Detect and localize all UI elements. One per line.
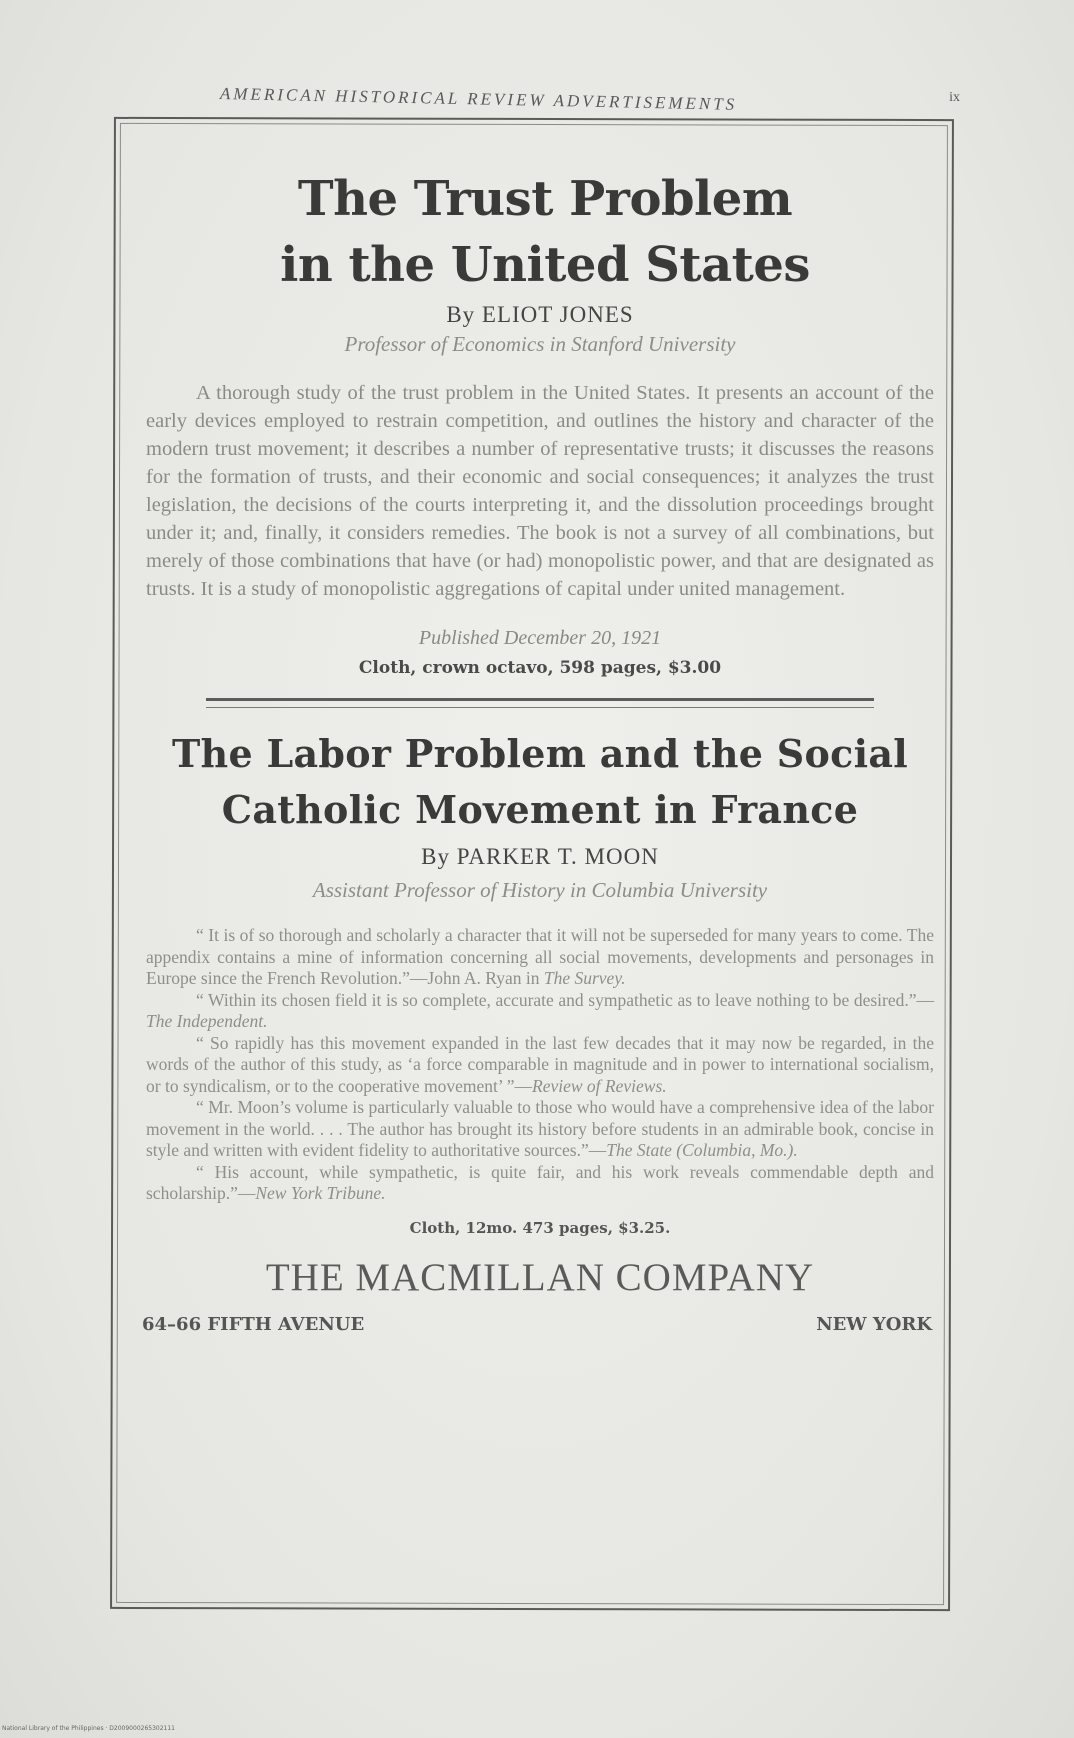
book-title [150,166,940,298]
publisher-city: NEW YORK [816,1313,932,1335]
review-source: The Independent. [146,1011,268,1031]
review-quote: “ Within its chosen field it is so complete, accurate and sympathetic as to leave nothing to be desired.”—The Independent. [146,989,934,1031]
book-title [140,726,940,838]
author-affiliation: Professor of Economics in Stanford University [344,332,736,356]
book-title-line-1: The Trust Problem [297,171,793,227]
running-head-title: AMERICAN HISTORICAL REVIEW ADVERTISEMENTS [219,84,738,114]
book-labor-problem [140,726,940,1237]
review-quote: “ It is of so thorough and scholarly a character that it will not be superseded for many years to come. The appendix contains a mine of information concerning all social movements, developments and personages in Europe since the French Revolution.”—John A. Ryan in The Survey. [146,925,934,988]
review-quote: “ His account, while sympathetic, is quite fair, and his work reveals commendable depth and scholarship.”—New York Tribune. [146,1161,934,1203]
book-trust-problem [140,166,940,678]
book-price: Cloth, crown octavo, 598 pages, $3.00 [358,658,722,678]
page-number: ix [949,90,960,105]
publisher-address: 64–66 FIFTH AVENUE [142,1313,365,1335]
running-head [120,82,960,112]
author-affiliation: Assistant Professor of History in Columbia University [312,878,768,902]
book-author: By ELIOT JONES [446,302,634,327]
book-title-line-1: The Labor Problem and the Social [171,731,909,776]
review-source: New York Tribune. [255,1183,386,1203]
book-author: By PARKER T. MOON [421,844,659,869]
book-title-line-2: in the United States [280,237,810,293]
book-price: Cloth, 12mo. 473 pages, $3.25. [409,1218,671,1237]
review-source: The Survey. [543,968,626,988]
book-description: A thorough study of the trust problem in the United States. It presents an account of the early devices employed to restrain competition, and outlines the history and character of the modern trust movement; it describes a number of representative trusts; it discusses the reasons for the formation of trusts, and their economic and social consequences; it analyzes the trust legislation, the decisions of the courts interpreting it, and the dissolution proceedings brought under it; and, finally, it considers remedies. The book is not a survey of all combinations, but merely of those combinations that have (or had) monopolistic power, and that are designated as trusts. It is a study of monopolistic aggregations of capital under united management. [146,382,934,600]
scan-credit: National Library of the Philippines · D2009000265302111 [2,1725,175,1732]
review-quote: “ So rapidly has this movement expanded in the last few decades that it may now be regarded, in the words of the author of this study, as ‘a force comparable in magnitude and in power to international socialism, or to syndicalism, or to the cooperative movement’ ”—Review of Reviews. [146,1032,934,1096]
advertisement-content [140,160,940,1344]
review-source: Review of Reviews. [532,1075,667,1096]
publication-date: Published December 20, 1921 [418,627,662,649]
review-source: The State (Columbia, Mo.). [606,1140,798,1160]
publisher-name: THE MACMILLAN COMPANY [265,1255,815,1299]
review-quotes [146,925,934,1205]
publisher-address-row [140,1314,940,1344]
review-quote: “ Mr. Moon’s volume is particularly valuable to those who would have a comprehensive idea of the labor movement in the world. . . . The author has brought its history before students in an admirable book, concise in style and written with evident fidelity to authoritative sources.”—The State (Columbia, Mo.). [146,1097,934,1160]
book-title-line-2: Catholic Movement in France [221,787,859,832]
section-divider [206,698,874,708]
